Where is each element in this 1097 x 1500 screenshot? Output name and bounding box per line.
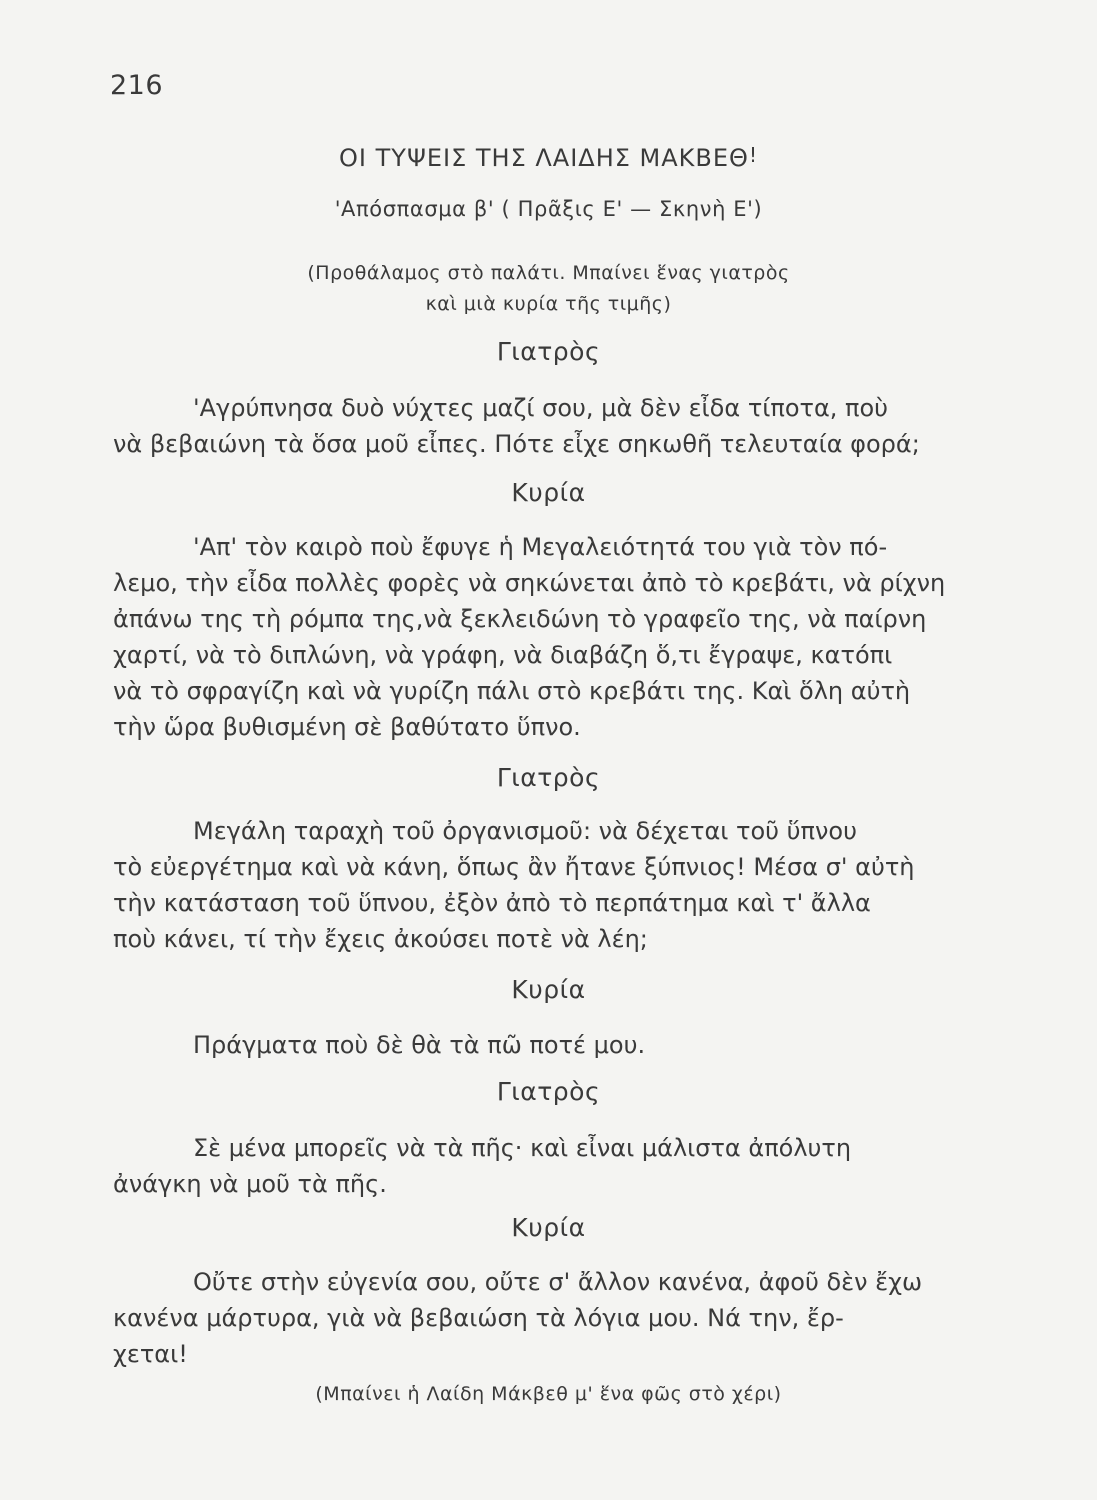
speech-line: ἀνάγκη νὰ μοῦ τὰ πῆς. (113, 1170, 387, 1198)
speaker-name: Κυρία (511, 1213, 586, 1242)
speaker-name: Κυρία (511, 975, 586, 1004)
chapter-title-mark: ! (748, 143, 758, 167)
speech-block (113, 1264, 993, 1372)
speaker-name: Κυρία (511, 478, 586, 507)
stage-direction-line: (Μπαίνει ἡ Λαίδη Μάκβεθ μ' ἕνα φῶς στὸ χέρι) (315, 1383, 782, 1405)
excerpt-subtitle: 'Απόσπασμα β' ( Πρᾶξις Ε' — Σκηνὴ Ε') (334, 197, 763, 221)
page-number: 216 (110, 70, 164, 101)
speech-line: τὸ εὐεργέτημα καὶ νὰ κάνη, ὅπως ἂν ἤτανε ξύπνιος! Μέσα σ' αὐτὴ (113, 853, 915, 881)
speech-line: Σὲ μένα μπορεῖς νὰ τὰ πῆς· καὶ εἶναι μάλιστα ἀπόλυτη (193, 1134, 852, 1162)
speech-block (113, 1027, 993, 1063)
chapter-title (0, 143, 1097, 172)
speech-line: τὴν ὥρα βυθισμένη σὲ βαθύτατο ὕπνο. (113, 713, 581, 741)
speech-block (113, 529, 993, 745)
speech-line: χεται! (113, 1340, 188, 1368)
speaker-name: Γιατρὸς (496, 763, 601, 792)
speech-block (113, 390, 993, 462)
speech-line: Οὔτε στὴν εὐγενία σου, οὔτε σ' ἄλλον κανένα, ἀφοῦ δὲν ἔχω (193, 1268, 923, 1296)
speech-line: χαρτί, νὰ τὸ διπλώνη, νὰ γράφη, νὰ διαβάζη ὅ,τι ἔγραψε, κατόπι (113, 641, 893, 669)
chapter-title-text: ΟΙ ΤΥΨΕΙΣ ΤΗΣ ΛΑΙΔΗΣ ΜΑΚΒΕΘ (339, 144, 749, 172)
speech-line: νὰ βεβαιώνη τὰ ὅσα μοῦ εἶπες. Πότε εἶχε σηκωθῆ τελευταία φορά; (113, 430, 920, 458)
speech-block (113, 1130, 993, 1202)
speech-line: κανένα μάρτυρα, γιὰ νὰ βεβαιώση τὰ λόγια μου. Νά την, ἔρ- (113, 1304, 844, 1332)
speech-line: Πράγματα ποὺ δὲ θὰ τὰ πῶ ποτέ μου. (193, 1031, 646, 1059)
speech-block (113, 813, 993, 957)
stage-direction-line: καὶ μιὰ κυρία τῆς τιμῆς) (425, 293, 672, 315)
speech-line: 'Αγρύπνησα δυὸ νύχτες μαζί σου, μὰ δὲν εἶδα τίποτα, ποὺ (193, 394, 889, 422)
speech-line: λεμο, τὴν εἶδα πολλὲς φορὲς νὰ σηκώνεται ἀπὸ τὸ κρεβάτι, νὰ ρίχνη (113, 569, 946, 597)
speech-line: ποὺ κάνει, τί τὴν ἔχεις ἀκούσει ποτὲ νὰ λέη; (113, 925, 648, 953)
speech-line: 'Απ' τὸν καιρὸ ποὺ ἔφυγε ἡ Μεγαλειότητά του γιὰ τὸν πό- (193, 533, 888, 561)
speaker-name: Γιατρὸς (496, 337, 601, 366)
speech-line: Μεγάλη ταραχὴ τοῦ ὀργανισμοῦ: νὰ δέχεται τοῦ ὕπνου (193, 817, 857, 845)
stage-direction-line: (Προθάλαμος στὸ παλάτι. Μπαίνει ἕνας γιατρὸς (307, 262, 790, 284)
speaker-name: Γιατρὸς (496, 1077, 601, 1106)
speech-line: ἀπάνω της τὴ ρόμπα της,νὰ ξεκλειδώνη τὸ γραφεῖο της, νὰ παίρνη (113, 605, 927, 633)
speech-line: νὰ τὸ σφραγίζη καὶ νὰ γυρίζη πάλι στὸ κρεβάτι της. Καὶ ὅλη αὐτὴ (113, 677, 911, 705)
speech-line: τὴν κατάσταση τοῦ ὕπνου, ἐξὸν ἀπὸ τὸ περπάτημα καὶ τ' ἄλλα (113, 889, 871, 917)
